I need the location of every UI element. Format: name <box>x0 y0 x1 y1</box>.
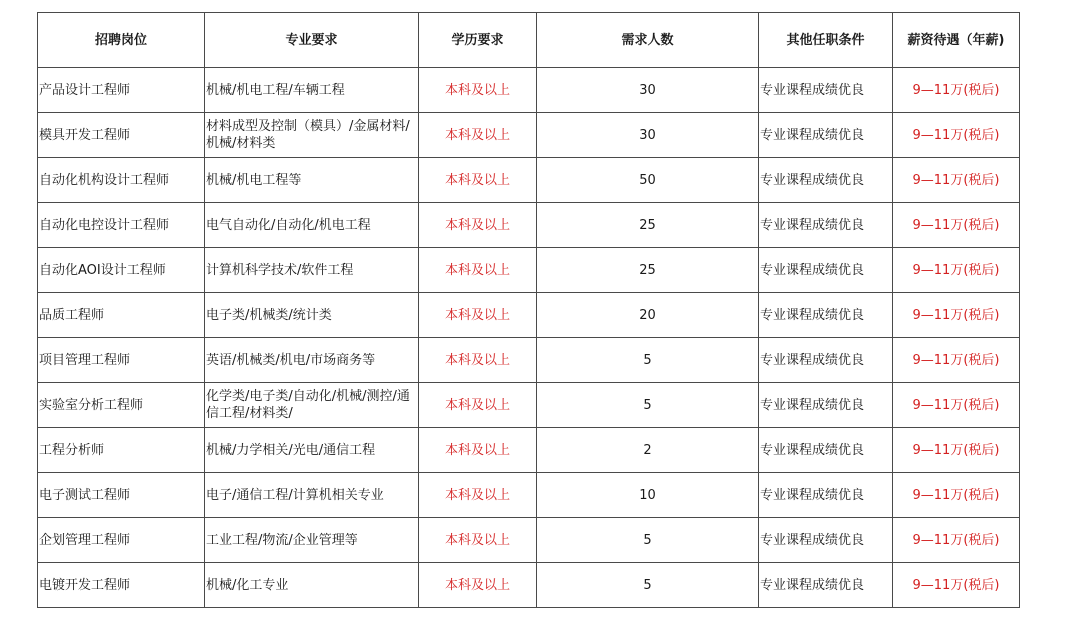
major-cell: 电子类/机械类/统计类 <box>205 293 419 338</box>
header-count: 需求人数 <box>537 13 759 68</box>
salary-cell: 9—11万(税后) <box>893 68 1020 113</box>
table-row <box>38 203 1020 248</box>
table-row <box>38 113 1020 158</box>
major-cell: 电子/通信工程/计算机相关专业 <box>205 473 419 518</box>
other-cell: 专业课程成绩优良 <box>759 338 893 383</box>
position-cell: 电子测试工程师 <box>38 473 205 518</box>
education-cell: 本科及以上 <box>419 473 537 518</box>
other-cell: 专业课程成绩优良 <box>759 518 893 563</box>
education-cell: 本科及以上 <box>419 383 537 428</box>
header-education: 学历要求 <box>419 13 537 68</box>
recruitment-table <box>37 12 1020 608</box>
major-cell: 材料成型及控制（模具）/金属材料/机械/材料类 <box>205 113 419 158</box>
count-cell: 5 <box>537 563 759 608</box>
count-cell: 5 <box>537 518 759 563</box>
header-major: 专业要求 <box>205 13 419 68</box>
education-cell: 本科及以上 <box>419 338 537 383</box>
salary-cell: 9—11万(税后) <box>893 428 1020 473</box>
table-row <box>38 158 1020 203</box>
major-cell: 英语/机械类/机电/市场商务等 <box>205 338 419 383</box>
header-position: 招聘岗位 <box>38 13 205 68</box>
salary-cell: 9—11万(税后) <box>893 338 1020 383</box>
count-cell: 25 <box>537 248 759 293</box>
table-row <box>38 428 1020 473</box>
other-cell: 专业课程成绩优良 <box>759 248 893 293</box>
other-cell: 专业课程成绩优良 <box>759 68 893 113</box>
count-cell: 30 <box>537 68 759 113</box>
table-row <box>38 68 1020 113</box>
education-cell: 本科及以上 <box>419 518 537 563</box>
position-cell: 工程分析师 <box>38 428 205 473</box>
other-cell: 专业课程成绩优良 <box>759 158 893 203</box>
major-cell: 机械/机电工程等 <box>205 158 419 203</box>
position-cell: 模具开发工程师 <box>38 113 205 158</box>
salary-cell: 9—11万(税后) <box>893 473 1020 518</box>
major-cell: 机械/化工专业 <box>205 563 419 608</box>
education-cell: 本科及以上 <box>419 203 537 248</box>
count-cell: 25 <box>537 203 759 248</box>
other-cell: 专业课程成绩优良 <box>759 293 893 338</box>
salary-cell: 9—11万(税后) <box>893 293 1020 338</box>
major-cell: 机械/机电工程/车辆工程 <box>205 68 419 113</box>
other-cell: 专业课程成绩优良 <box>759 473 893 518</box>
table-row <box>38 338 1020 383</box>
salary-cell: 9—11万(税后) <box>893 158 1020 203</box>
header-other: 其他任职条件 <box>759 13 893 68</box>
position-cell: 产品设计工程师 <box>38 68 205 113</box>
salary-cell: 9—11万(税后) <box>893 113 1020 158</box>
education-cell: 本科及以上 <box>419 158 537 203</box>
count-cell: 20 <box>537 293 759 338</box>
header-salary: 薪资待遇（年薪) <box>893 13 1020 68</box>
position-cell: 品质工程师 <box>38 293 205 338</box>
header-row <box>38 13 1020 68</box>
count-cell: 10 <box>537 473 759 518</box>
table-row <box>38 383 1020 428</box>
position-cell: 自动化AOI设计工程师 <box>38 248 205 293</box>
position-cell: 实验室分析工程师 <box>38 383 205 428</box>
education-cell: 本科及以上 <box>419 113 537 158</box>
position-cell: 电镀开发工程师 <box>38 563 205 608</box>
table-row <box>38 518 1020 563</box>
major-cell: 工业工程/物流/企业管理等 <box>205 518 419 563</box>
salary-cell: 9—11万(税后) <box>893 383 1020 428</box>
salary-cell: 9—11万(税后) <box>893 203 1020 248</box>
count-cell: 5 <box>537 383 759 428</box>
education-cell: 本科及以上 <box>419 293 537 338</box>
education-cell: 本科及以上 <box>419 428 537 473</box>
count-cell: 30 <box>537 113 759 158</box>
major-cell: 机械/力学相关/光电/通信工程 <box>205 428 419 473</box>
other-cell: 专业课程成绩优良 <box>759 113 893 158</box>
salary-cell: 9—11万(税后) <box>893 248 1020 293</box>
major-cell: 电气自动化/自动化/机电工程 <box>205 203 419 248</box>
salary-cell: 9—11万(税后) <box>893 563 1020 608</box>
other-cell: 专业课程成绩优良 <box>759 383 893 428</box>
position-cell: 企划管理工程师 <box>38 518 205 563</box>
count-cell: 50 <box>537 158 759 203</box>
position-cell: 自动化电控设计工程师 <box>38 203 205 248</box>
count-cell: 5 <box>537 338 759 383</box>
other-cell: 专业课程成绩优良 <box>759 428 893 473</box>
table-row <box>38 248 1020 293</box>
major-cell: 化学类/电子类/自动化/机械/测控/通信工程/材料类/ <box>205 383 419 428</box>
table-row <box>38 293 1020 338</box>
salary-cell: 9—11万(税后) <box>893 518 1020 563</box>
count-cell: 2 <box>537 428 759 473</box>
recruitment-table-container <box>37 12 1019 608</box>
table-row <box>38 473 1020 518</box>
other-cell: 专业课程成绩优良 <box>759 563 893 608</box>
other-cell: 专业课程成绩优良 <box>759 203 893 248</box>
table-row <box>38 563 1020 608</box>
education-cell: 本科及以上 <box>419 68 537 113</box>
education-cell: 本科及以上 <box>419 563 537 608</box>
position-cell: 项目管理工程师 <box>38 338 205 383</box>
major-cell: 计算机科学技术/软件工程 <box>205 248 419 293</box>
education-cell: 本科及以上 <box>419 248 537 293</box>
position-cell: 自动化机构设计工程师 <box>38 158 205 203</box>
